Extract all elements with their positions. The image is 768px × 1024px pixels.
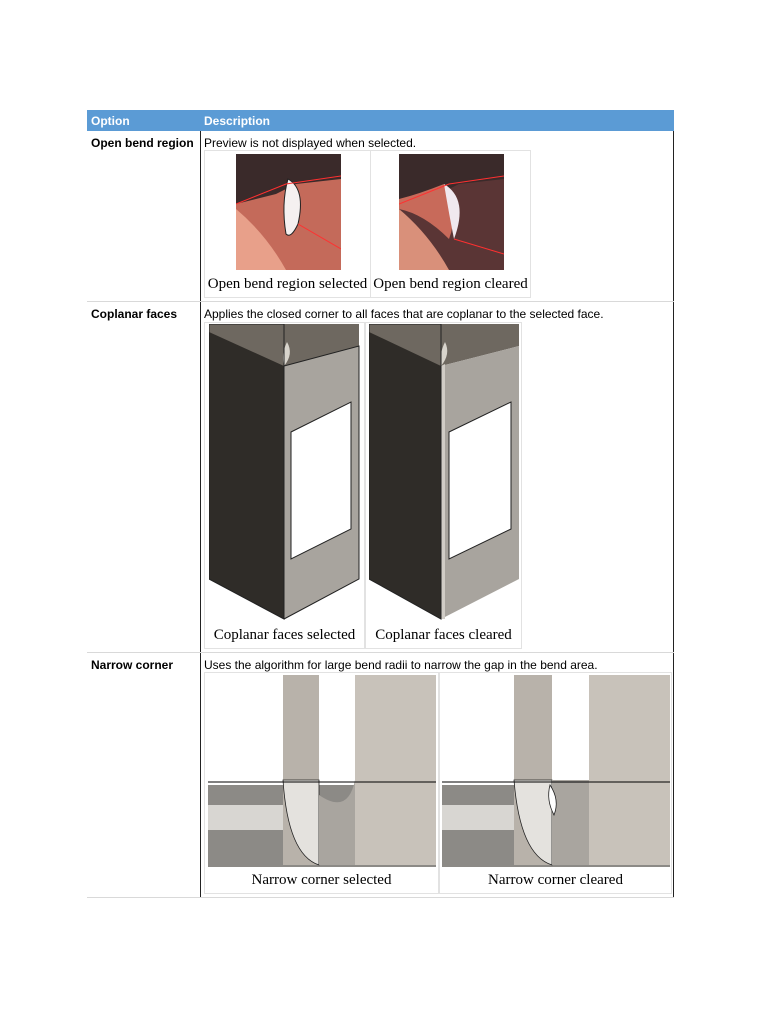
figure-open-bend-cleared [370,150,531,298]
figure-open-bend-selected [204,150,371,298]
header-description: Description [204,114,271,128]
open-bend-cleared-image [399,154,504,270]
figure-coplanar-cleared [365,322,522,649]
option-name: Coplanar faces [91,307,178,321]
caption: Open bend region cleared [373,276,528,292]
narrow-cleared-image [442,675,670,867]
figure-narrow-cleared [439,672,672,894]
figure-narrow-selected [204,672,439,894]
coplanar-cleared-image [369,324,521,624]
caption: Coplanar faces selected [213,627,356,643]
caption: Open bend region selected [207,276,368,292]
open-bend-selected-image [236,154,341,270]
caption: Narrow corner cleared [488,872,623,888]
options-table [87,110,674,898]
header-option: Option [91,114,130,128]
coplanar-selected-image [209,324,365,624]
option-description: Applies the closed corner to all faces that are coplanar to the selected face. [204,307,604,321]
table-row-narrow-corner [87,653,674,898]
table-row-coplanar-faces [87,302,674,653]
caption: Coplanar faces cleared [375,627,512,643]
option-description: Preview is not displayed when selected. [204,136,417,150]
table-row-open-bend-region [87,131,674,302]
table-header [87,110,674,131]
option-description: Uses the algorithm for large bend radii to narrow the gap in the bend area. [204,658,598,672]
option-name: Narrow corner [91,658,174,672]
option-name: Open bend region [91,136,194,150]
figure-coplanar-selected [204,322,365,649]
narrow-selected-image [208,675,436,867]
caption: Narrow corner selected [251,872,392,888]
